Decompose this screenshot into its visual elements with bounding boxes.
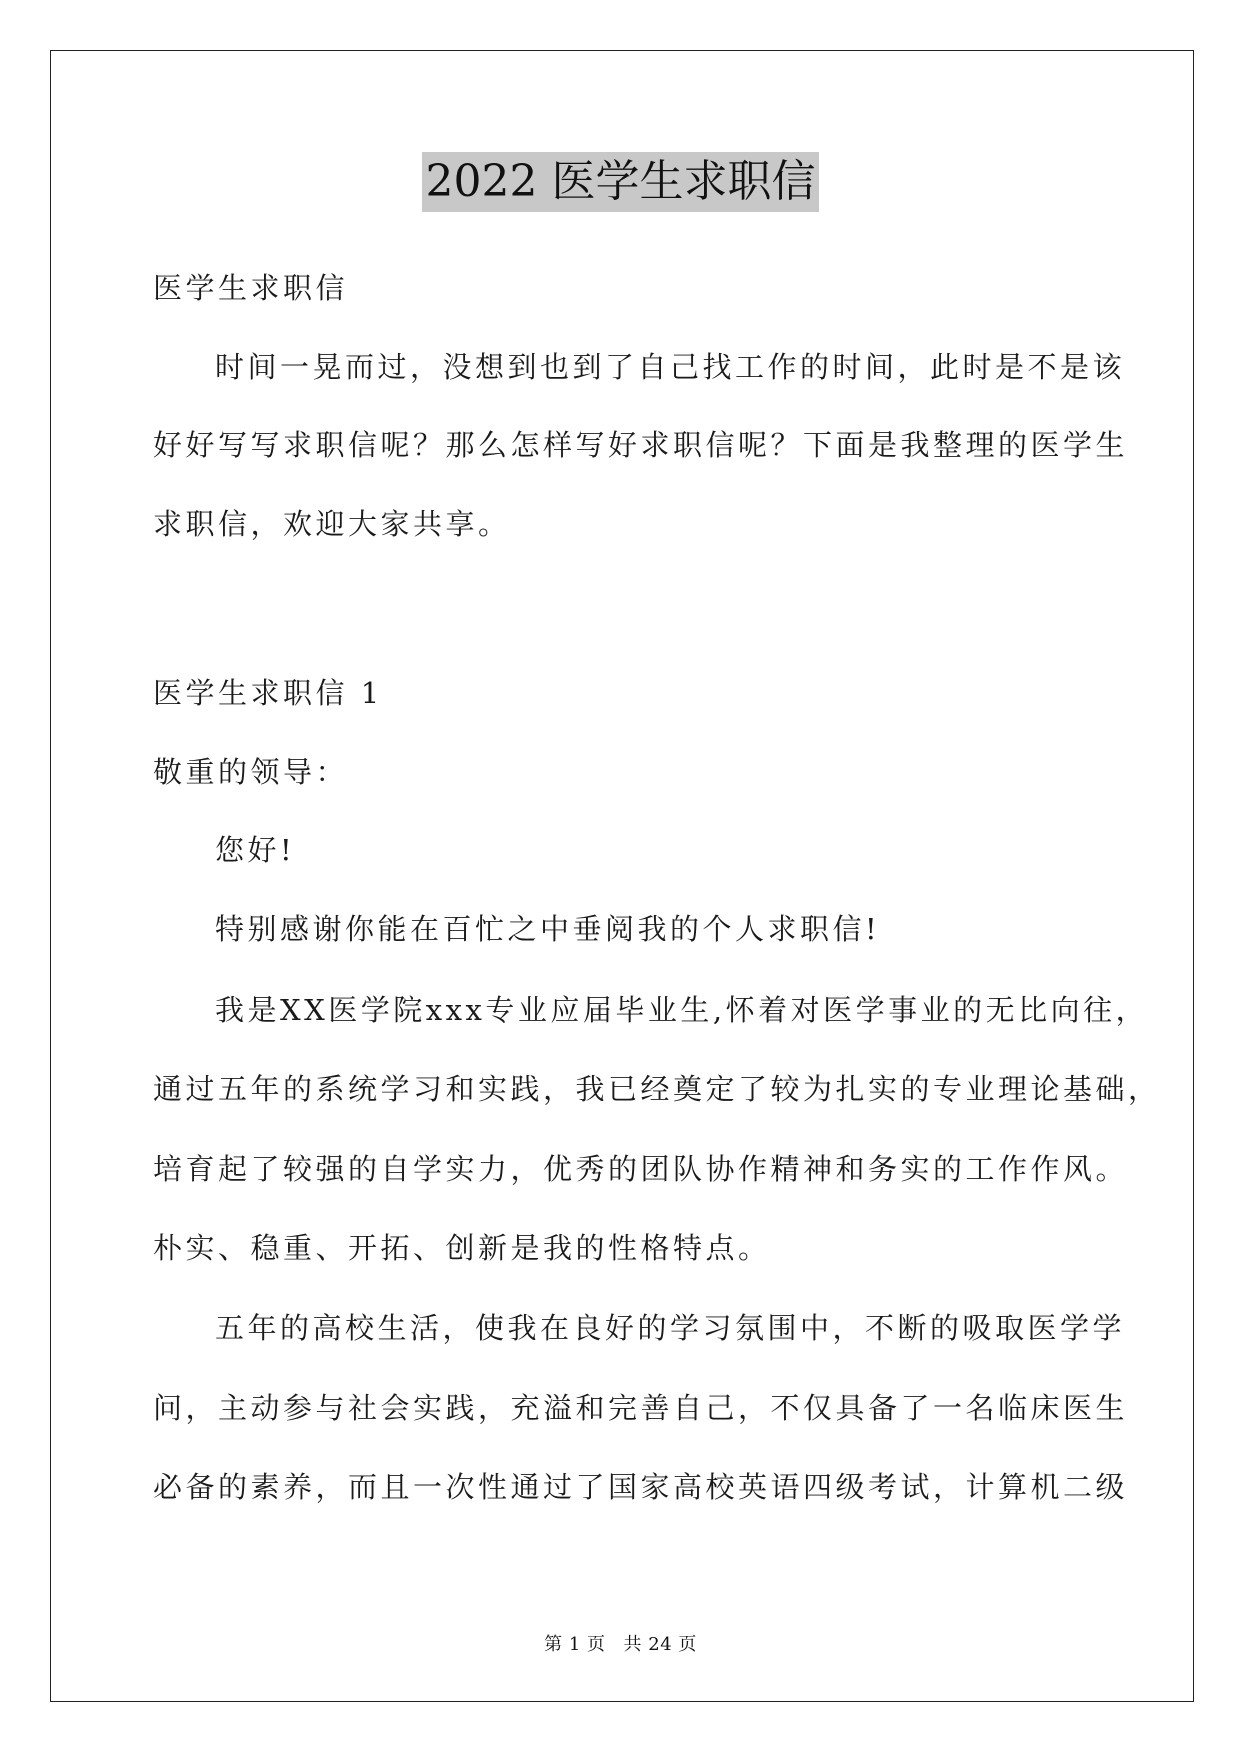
paragraph-line: 培育起了较强的自学实力，优秀的团队协作精神和务实的工作作风。 xyxy=(153,1152,1129,1186)
page-number: 第 1 页 xyxy=(544,1634,606,1655)
paragraph-line: 特别感谢你能在百忙之中垂阅我的个人求职信! xyxy=(215,912,881,946)
paragraph-line: 通过五年的系统学习和实践，我已经奠定了较为扎实的专业理论基础， xyxy=(153,1072,1161,1106)
paragraph-line: 时间一晃而过，没想到也到了自己找工作的时间，此时是不是该 xyxy=(215,350,1126,384)
salutation-line: 敬重的领导： xyxy=(153,755,349,789)
page-footer xyxy=(0,1630,1241,1656)
paragraph-line: 朴实、稳重、开拓、创新是我的性格特点。 xyxy=(153,1231,771,1265)
title-container xyxy=(0,152,1241,212)
document-title: 2022 医学生求职信 xyxy=(422,152,820,212)
total-pages: 共 24 页 xyxy=(623,1634,697,1655)
greeting-line: 您好! xyxy=(215,833,296,867)
paragraph-line: 问，主动参与社会实践，充溢和完善自己，不仅具备了一名临床医生 xyxy=(153,1391,1129,1425)
section-heading: 医学生求职信 1 xyxy=(153,676,383,710)
paragraph-line: 必备的素养，而且一次性通过了国家高校英语四级考试，计算机二级 xyxy=(153,1470,1129,1504)
paragraph-line: 好好写写求职信呢？那么怎样写好求职信呢？下面是我整理的医学生 xyxy=(153,428,1129,462)
subtitle-line: 医学生求职信 xyxy=(153,271,349,305)
paragraph-line: 我是XX医学院xxx专业应届毕业生,怀着对医学事业的无比向往， xyxy=(215,993,1149,1027)
paragraph-line: 五年的高校生活，使我在良好的学习氛围中，不断的吸取医学学 xyxy=(215,1311,1126,1345)
paragraph-line: 求职信，欢迎大家共享。 xyxy=(153,507,511,541)
